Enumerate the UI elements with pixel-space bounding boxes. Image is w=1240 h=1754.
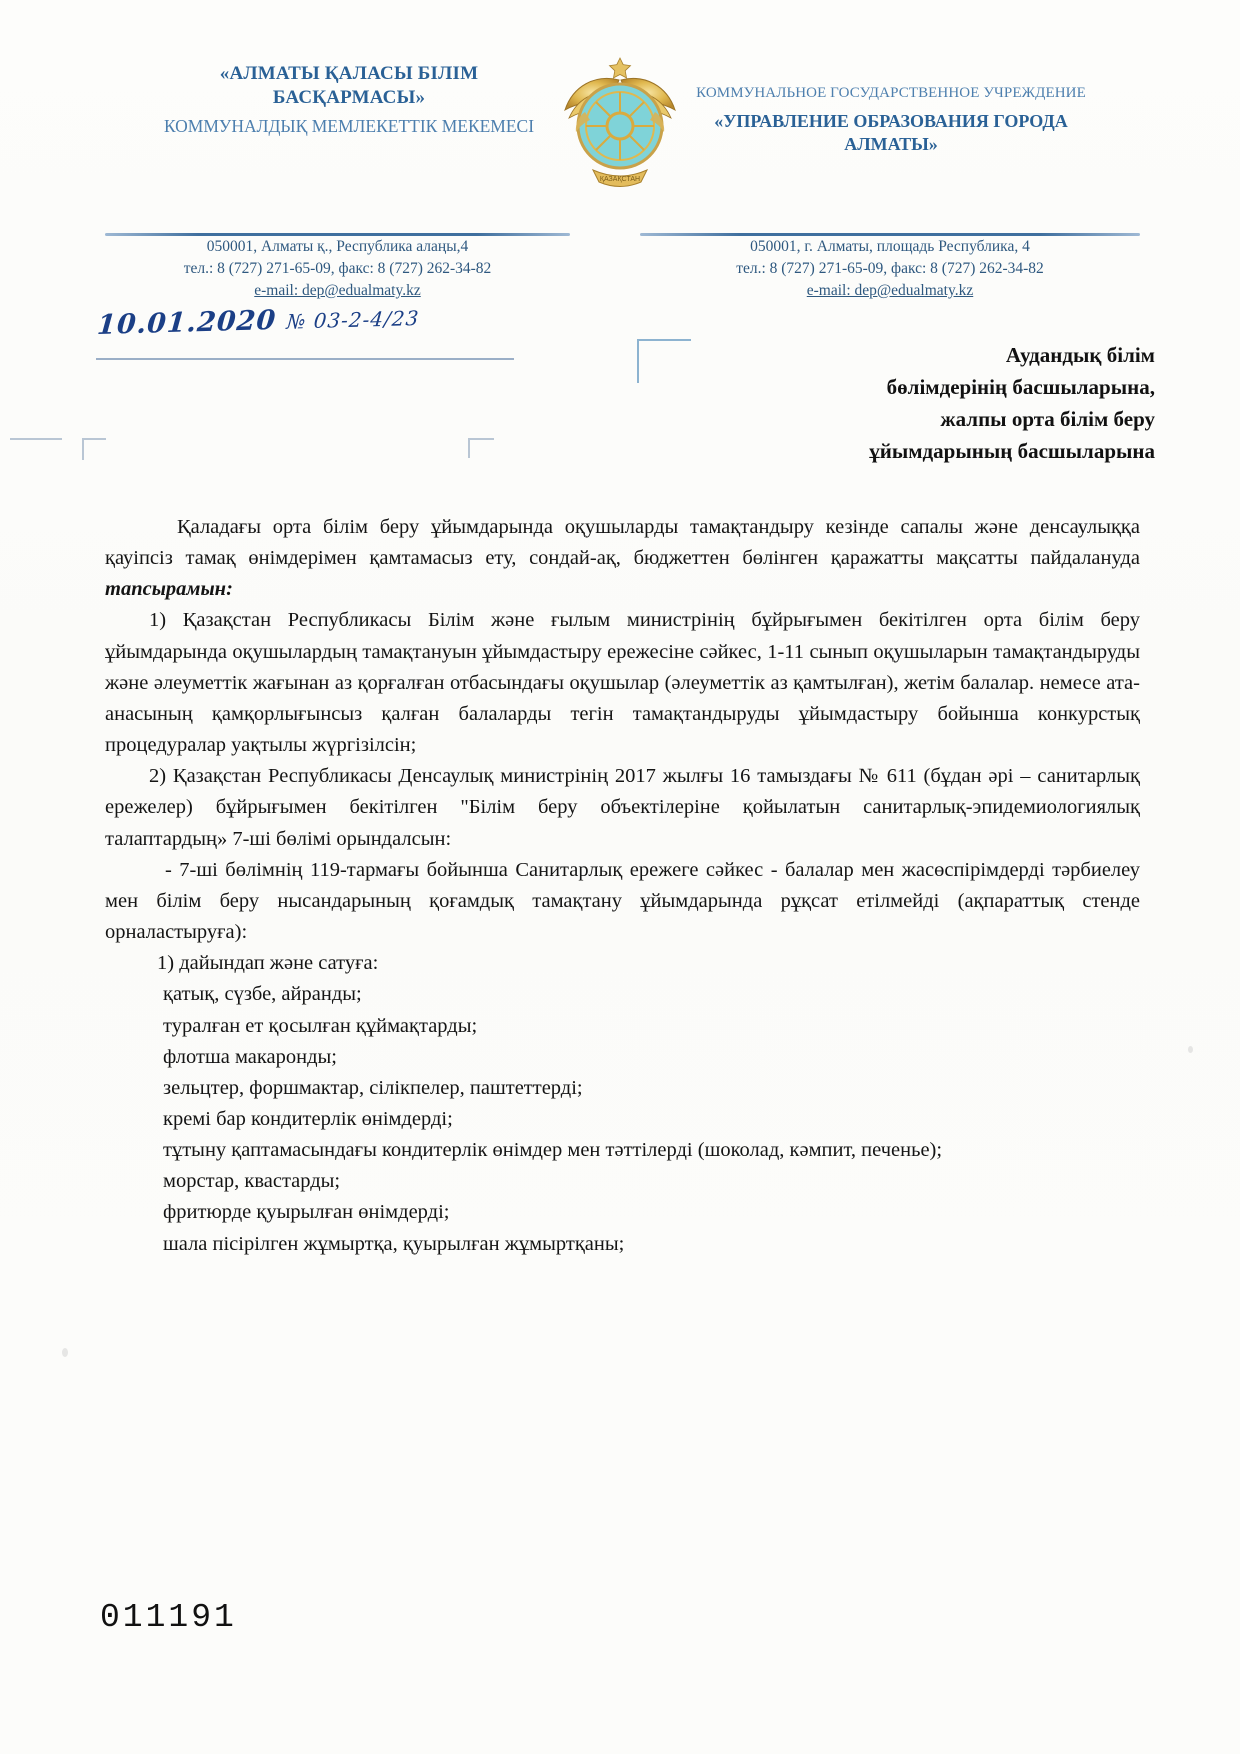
phone-russian: тел.: 8 (727) 271-65-09, факс: 8 (727) 262-34-82 (736, 260, 1044, 277)
email-russian: e-mail: dep@edualmaty.kz (806, 282, 974, 299)
addressee-line-1: Аудандық білім (1005, 343, 1155, 367)
list-item: морстар, квастарды; (163, 1170, 341, 1193)
document-body (105, 512, 1140, 1260)
scan-speckle (1188, 1046, 1193, 1053)
svg-text:ҚАЗАҚСТАН: ҚАЗАҚСТАН (599, 176, 641, 183)
intro-emphasis: тапсырамын: (105, 578, 233, 601)
list-item: шала пісірілген жұмыртқа, қуырылған жұмыртқаны; (163, 1232, 625, 1255)
page-number: 011191 (100, 1599, 237, 1636)
list-item: қатық, сүзбе, айранды; (163, 983, 362, 1006)
intro-text: Қаладағы орта білім беру ұйымдарында оқушыларды тамақтандыру кезінде сапалы және денсаулыққа қауіпсіз тамақ өнімдерімен қамтамасыз ету, сондай-ақ, бюджеттен бөлінген қаражатты мақсатты пайдалануда (105, 516, 1140, 570)
handwritten-number: № 03-2-4/23 (285, 305, 421, 334)
paragraph-item-1: 1) Қазақстан Республикасы Білім және ғылым министрінің бұйрығымен бекітілген орта білім беру ұйымдарында оқушылардың тамақтануын ұйымдастыру ережесіне сәйкес, 1-11 сынып оқушыларын тамақтандыруды және әлеуметтік жағынан аз қорғалған отбасындағы оқушылар (әлеуметтік аз қамтылған), жетім балалар. немесе ата-анасының қамқорлығынсыз қалған балаларды тегін тамақтандыруды ұйымдастыру бойынша конкурстық процедуралар уақтылы жүргізілсін; (105, 609, 1140, 757)
registration-block (96, 304, 526, 341)
addressee-line-2: бөлімдерінің басшыларына, (886, 374, 1155, 399)
org-subtitle-russian: КОММУНАЛЬНОЕ ГОСУДАРСТВЕННОЕ УЧРЕЖДЕНИЕ (696, 85, 1086, 101)
list-item: кремі бар кондитерлік өнімдерді; (163, 1107, 453, 1130)
list-item: тұтыну қаптамасындағы кондитерлік өнімдер мен тәттілерді (шоколад, кәмпит, печенье); (163, 1139, 943, 1162)
registration-mark (468, 438, 494, 440)
list-item: фритюрде қуырылған өнімдерді; (163, 1201, 450, 1224)
letterhead (0, 52, 1240, 202)
corner-alignment-mark (637, 339, 691, 383)
org-title-russian: «УПРАВЛЕНИЕ ОБРАЗОВАНИЯ ГОРОДА АЛМАТЫ» (714, 110, 1068, 155)
org-title-kazakh: «АЛМАТЫ ҚАЛАСЫ БІЛІМ БАСҚАРМАСЫ» (219, 63, 479, 109)
contacts-kazakh (105, 236, 570, 302)
contacts-russian (640, 236, 1140, 302)
handwritten-date: 10.01.2020 (96, 304, 278, 341)
registration-mark (10, 438, 62, 440)
letterhead-russian (691, 52, 1091, 157)
sublist-label: 1) дайындап және сатуға: (157, 952, 379, 975)
list-item: зельцтер, форшмактар, сілікпелер, паштеттерді; (163, 1076, 583, 1099)
scan-speckle (62, 1348, 68, 1357)
handwritten-registration (96, 298, 528, 341)
email-kazakh: e-mail: dep@edualmaty.kz (254, 282, 421, 299)
address-kazakh: 050001, Алматы қ., Республика алаңы,4 (206, 238, 469, 255)
addressee-block (735, 340, 1155, 468)
registration-underline (96, 358, 514, 360)
registration-mark (82, 438, 84, 460)
list-item: флотша макаронды; (163, 1045, 337, 1068)
list-item: туралған ет қосылған құймақтарды; (163, 1014, 478, 1037)
registration-mark (468, 438, 470, 458)
letterhead-kazakh (149, 52, 549, 137)
registration-mark (82, 438, 106, 440)
addressee-line-4: ұйымдарының басшыларына (869, 438, 1155, 463)
paragraph-item-2: 2) Қазақстан Республикасы Денсаулық министрінің 2017 жылғы 16 тамыздағы № 611 (бұдан әрі – санитарлық ережелер) бұйрығымен бекітілген "Білім беру объектілеріне қойылатын санитарлық-эпидемиологиялық талаптардың» 7-ші бөлімі орындалсын: (105, 765, 1140, 850)
phone-kazakh: тел.: 8 (727) 271-65-09, факс: 8 (727) 262-34-82 (183, 260, 492, 277)
coat-of-arms-emblem (555, 52, 685, 202)
addressee-line-3: жалпы орта білім беру (940, 406, 1155, 431)
paragraph-dash-item: - 7-ші бөлімнің 119-тармағы бойынша Санитарлық ережеге сәйкес - балалар мен жасөспірімдерді тәрбиелеу мен білім беру нысандарының қоғамдық тамақтану ұйымдарында рұқсат етілмейді (ақпараттық стенде орналастыруға): (105, 858, 1140, 944)
org-subtitle-kazakh: КОММУНАЛДЫҚ МЕМЛЕКЕТТІК МЕКЕМЕСІ (163, 115, 535, 136)
address-russian: 050001, г. Алматы, площадь Республика, 4 (750, 238, 1030, 255)
paragraph-intro (105, 512, 1140, 605)
